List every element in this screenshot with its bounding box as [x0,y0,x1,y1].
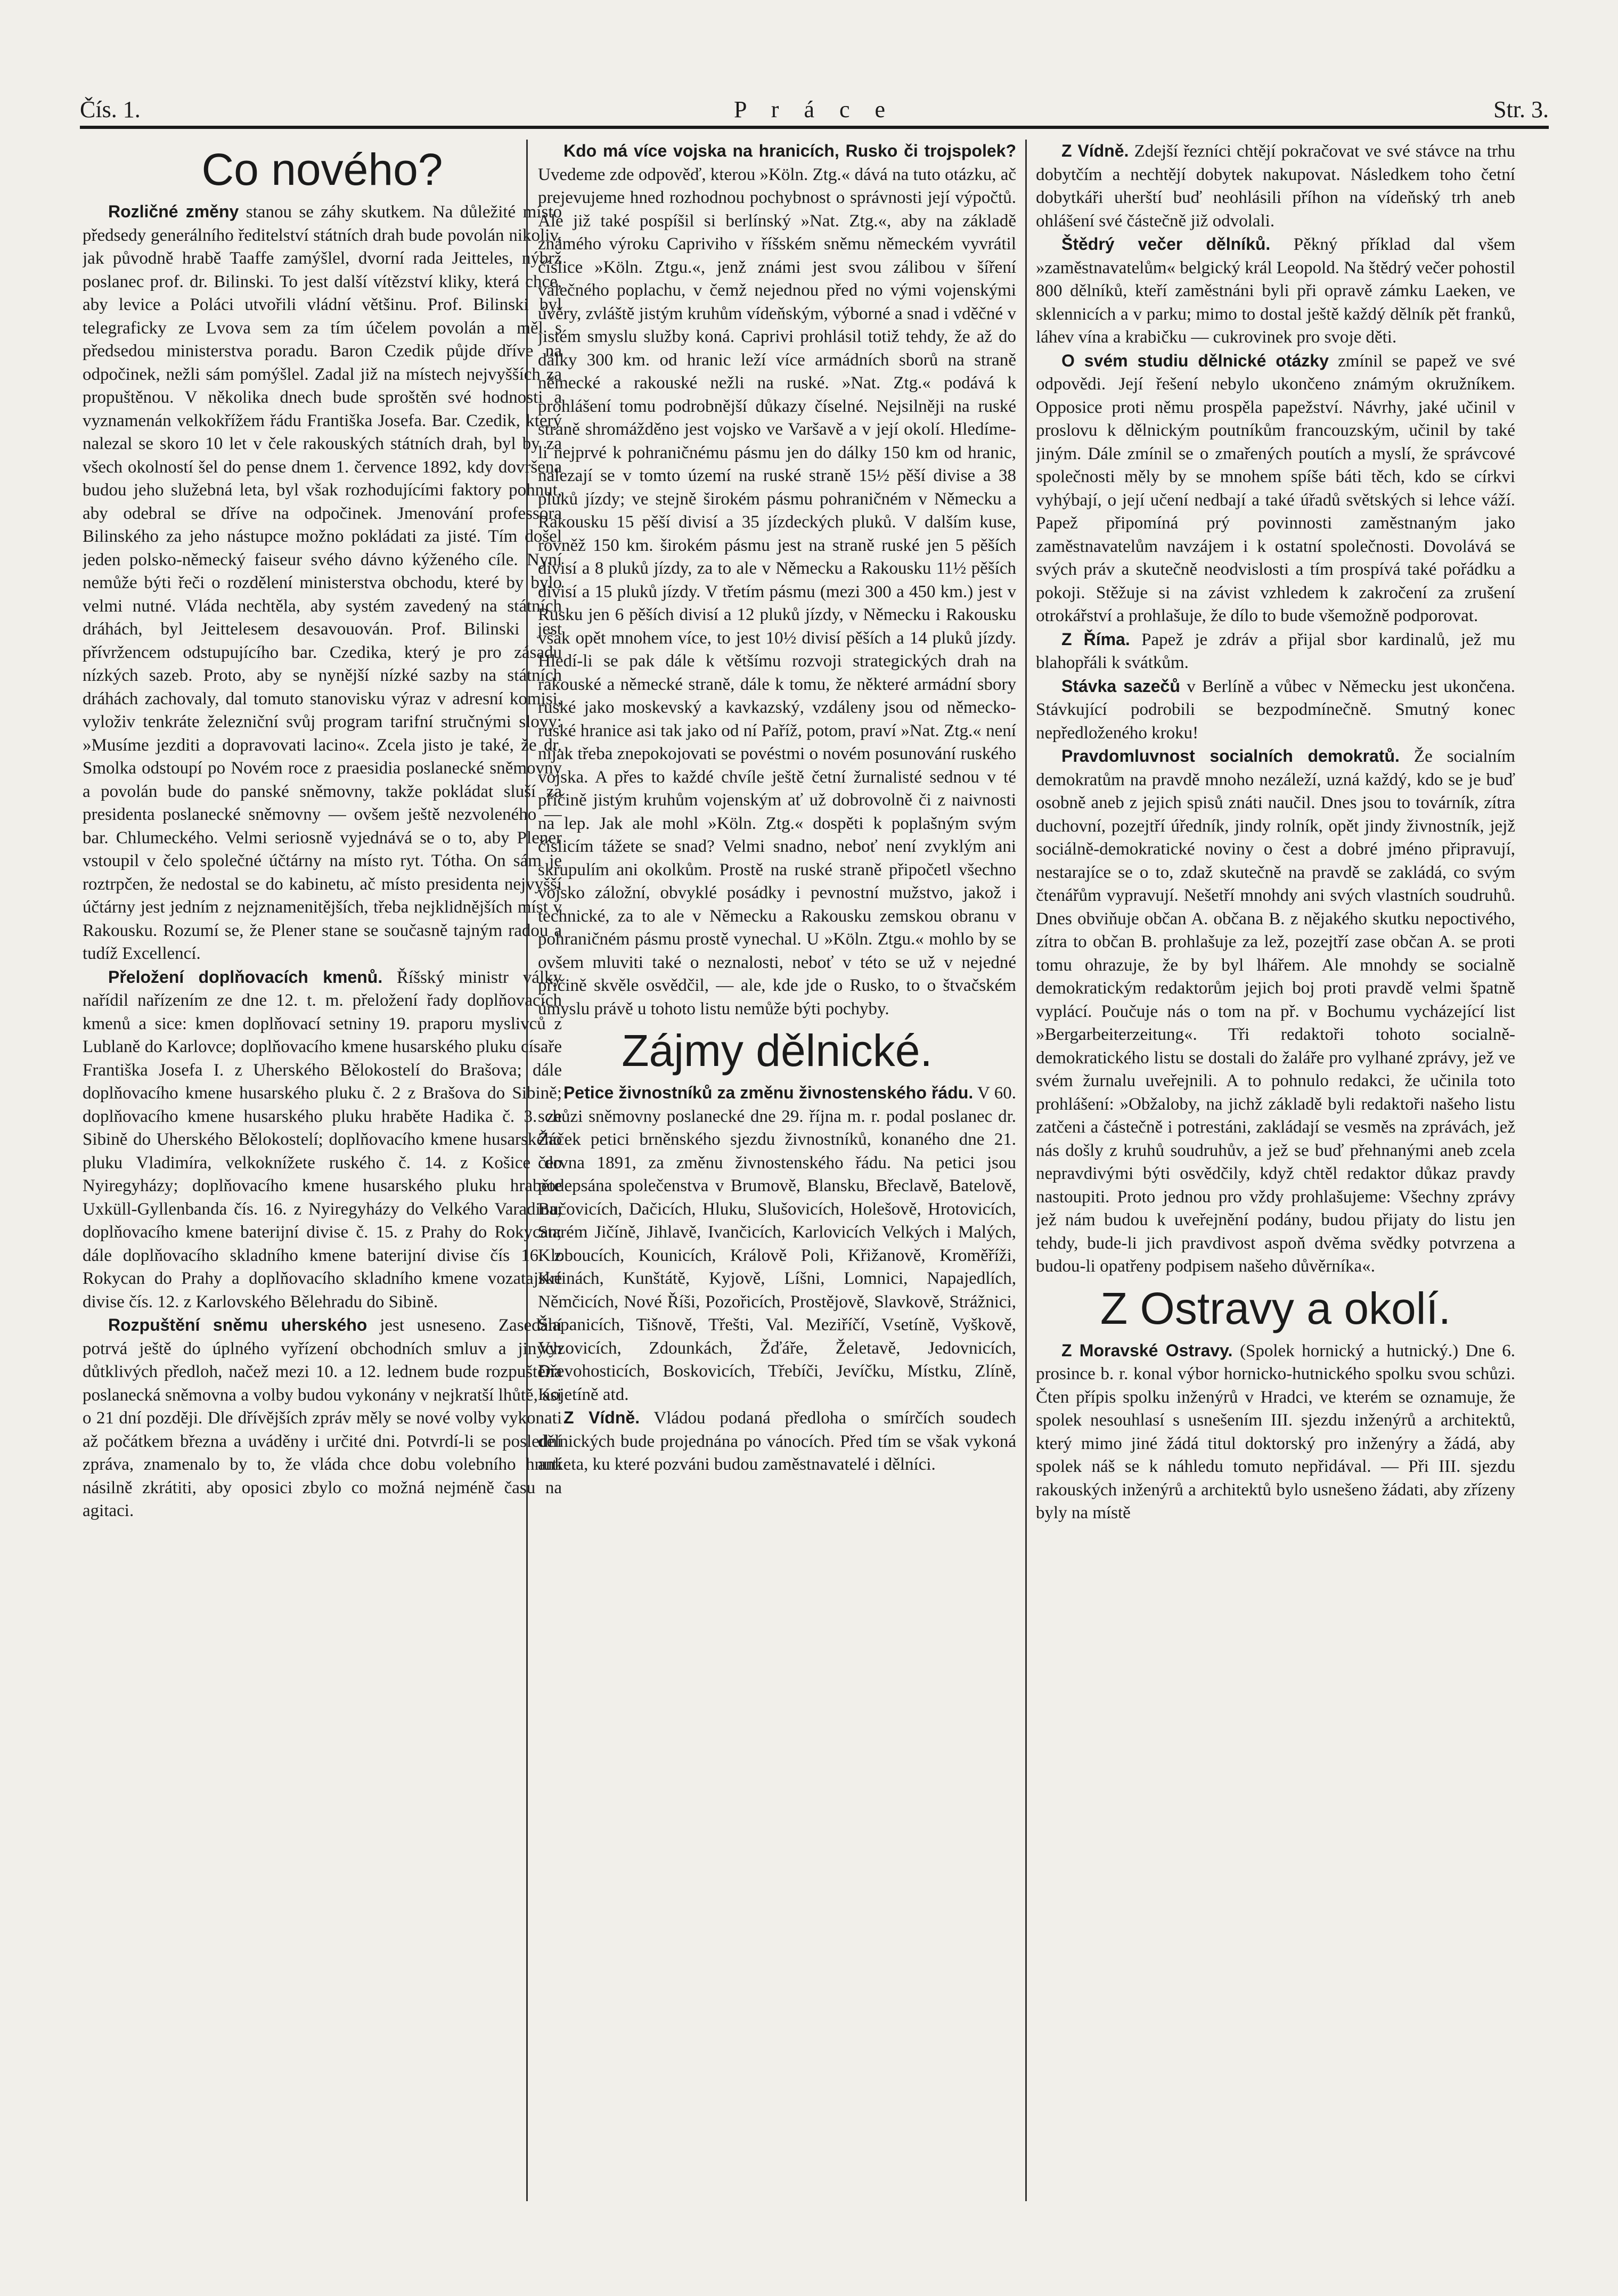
article [1036,628,1515,675]
article-text: stanou se záhy skutkem. Na důležité místo předsedy generálního ředitelství státních drah bude povolán nikoliv, jak původně hrabě Taaffe zamýšlel, dvorní rada Jeitteles, nýbrž poslanec prof. dr. Bilinski. To jest další vítězství kliky, která chce, aby levice a Poláci utvořili vládní většinu. Prof. Bilinski byl telegraficky ze Lvova sem za tím účelem povolán a měl s předsedou ministerstva poradu. Baron Czedik půjde dříve na odpočinek, nežli sám pomýšlel. Zadal již na místech nejvyšších za propuštěnou. V několika dnech bude sproštěn své hodnosti a vyznamenán velkokřížem řádu Františka Josefa. Bar. Czedik, který nalezal se skoro 10 let v čele rakouských státních drah, byl by za všech okolností šel do pense dnem 1. července 1892, kdy dovršena budou jeho služebná leta, byl však rozhodujícími faktory pohnut, aby odebral se dříve na odpočinek. Jmenování professora Bilinského za jeho nástupce možno pokládati za jisté. Tím došel jeden polsko-německý faiseur svého dávno kýženého cíle. Nyní nemůže býti řeči o rozdělení ministerstva obchodu, které by bylo velmi nutné. Vláda nechtěla, aby systém zavedený na státních dráhách, byl Jeittelesem desavouován. Prof. Bilinski jest přívržencem odstupujícího bar. Czedika, který je pro zásadu nízkých sazeb. Proto, aby se nynější nízké sazby na státních dráhách zachovaly, dal tomuto stanovisku výraz v adresní komisi, vyloživ tenkráte železniční svůj program tarifní stručnými slovy: »Musíme jezditi a dopravovati lacino«. Zcela jisto je také, že dr. Smolka odstoupí po Novém roce z praesidia poslanecké sněmovny a povolán bude do panské sněmovny, takže pokládat sluší za presidenta poslanecké sněmovny — ovšem ještě nezvoleného — bar. Chlumeckého. Velmi seriosně vyjednává se o to, aby Plener vstoupil v čelo společné účtárny na místo ryt. Tótha. On sám je roztrpčen, že nedostal se do kabinetu, ač místo presidenta nejvyšší účtárny jest jedním z nejznamenitějších, třeba nejklidnějších míst v Rakousku. Rozumí se, že Plener stane se současně tajným radou a tudíž Excellencí. [83,202,562,963]
article-lead: Z Vídně. [1061,141,1129,160]
article-lead: Pravdomluvnost socialních demokratů. [1061,746,1400,766]
section-title-zajmy-delnicke: Zájmy dělnické. [622,1025,933,1076]
article-lead: Z Moravské Ostravy. [1061,1340,1233,1360]
article-text: Říšský ministr války nařídil nařízením ze dne 12. t. m. přeložení řady doplňovacích kmenů a sice: kmen doplňovací setniny 19. praporu myslivců z Lublaně do Karlovce; doplňovacího kmene husarského pluku císaře Františka Josefa I. z Uherského Bělokostelí do Brašova; dále doplňovacího kmene husarského pluku č. 2 z Brašova do Sibině; doplňovacího kmene husarského pluku hraběte Hadika č. 3. ze Sibině do Uherského Bělokostelí; doplňovacího kmene husarského pluku Vladimíra, velkoknížete ruského č. 14. z Košice do Nyiregyházy; doplňovacího kmene husarského pluku hraběte Uxküll-Gyllenbanda čís. 16. z Nyiregyházy do Velkého Varadina; doplňovacího kmene baterijní divise č. 15. z Prahy do Rokycan; dále doplňovacího skladního kmene baterijní divise čís 16. z Rokycan do Prahy a doplňovacího skladního kmene vozatajské divise čís. 12. z Karlovského Bělehradu do Sibině. [83,967,562,1312]
article [1036,675,1515,745]
article-lead: Rozličné změny [108,202,239,221]
section-title-co-noveho: Co nového? [201,144,443,194]
article-lead: Petice živnostníků za změnu živnostenského řádu. [563,1083,974,1102]
article-lead: Z Vídně. [563,1408,640,1427]
article-text: V 60. schůzi sněmovny poslanecké dne 29. října m. r. podal poslanec dr. Žáček petici brněnského sjezdu živnostníků, konaného dne 21. června 1891, za změnu živnostenského řádu. Na petici jsou podepsána společenstva v Brumově, Blansku, Břeclavě, Batelově, Bučovicích, Dačicích, Hluku, Slušovicích, Holešově, Hrotovicích, Starém Jičíně, Jihlavě, Ivančicích, Karlovicích Velkých i Malých, Kloboucích, Kounicích, Králově Poli, Křižanově, Kroměříži, Krtinách, Kunštátě, Kyjově, Líšni, Lomnici, Napajedlích, Němčicích, Nové Říši, Pozořicích, Prostějově, Slavkově, Strážnici, Šlapanicích, Tišnově, Třešti, Val. Meziříčí, Vsetíně, Vyškově, Vyzovicích, Zdounkách, Žďáře, Želetavě, Jedovnicích, Dřevohosticích, Boskovicích, Třebíči, Jevíčku, Místku, Zlíně, Kojetíně atd. [538,1084,1016,1404]
article [1036,745,1515,1279]
page-number: Str. 3. [1493,96,1549,123]
article [538,140,1016,1021]
article-text: (Spolek hornický a hutnický.) Dne 6. prosince b. r. konal výbor hornicko-hutnického spolku svou schůzi. Čten přípis spolku inženýrů v Hradci, ve kterém se oznamuje, že spolek nesouhlasí s usnešením III. sjezdu inženýrů a architektů, který mimo jiné žádá titul doktorský pro inženýry a žádá, aby spolek náš se k náhledu tomuto nepřidával. — Při III. sjezdu rakouských inženýrů a architektů bylo usnešeno žádati, aby zřízeny byly na místě [1036,1341,1515,1522]
article [1036,140,1515,233]
article-lead: Rozpuštění sněmu uherského [108,1315,367,1334]
article [538,1081,1016,1406]
header-rule [80,126,1549,129]
article-text: Vládou podaná předloha o smírčích soudech dělnických bude projednána po vánocích. Před tím se však vykoná anketa, ku které pozváni budou zaměstnavatelé i dělníci. [538,1408,1016,1474]
column-2 [538,140,1016,2207]
article-text: Uvedeme zde odpověď, kterou »Köln. Ztg.« dává na tuto otázku, ač prejevujeme hned rozhodnou pochybnost o správnosti její výpočtů. Ale již také pospíšil si berlínský »Nat. Ztg.«, aby na základě známého výroku Capriviho v říšském sněmu německém vyvrátil číslice »Köln. Ztgu.«, jenž známi jest svou zálibou v šíření válečného poplachu, v čemž nejednou před no vými vojenskými úvěry, zvláště jistým kruhům vídeňským, výborné a snad i vděčné v jistém smyslu služby koná. Caprivi prohlásil totiž tehdy, že až do dálky 300 km. od hranic leží více armádních sborů na straně německé a rakouské nežli na ruské. »Nat. Ztg.« podává k prohlášení tomu podrobnější důkazy číselné. Nejsilněji na ruské straně shromážděno jest vojsko ve Varšavě a v její okolí. Hledíme-li nejprvé k pohraničnému pásmu jen do dálky 150 km od hranic, nalezají se v tomto území na ruské straně 15½ pěší divise a 38 pluků jízdy; ve stejně širokém pásmu pohraničném v Německu a Rakousku 15 pěší divisí a 35 jízdeckých pluků. V dalším kuse, rovněž 150 km. širokém pásmu jest na straně ruské jen 5 pěších divisí a 8 pluků jízdy, za to ale v Německu a Rakousku 11½ pěších divisí a 15 pluků jízdy. V třetím pásmu (mezi 300 a 450 km.) jest v Rusku jen 6 pěších divisí a 12 pluků jízdy, v Německu i Rakousku však opět mnohem více, to jest 10½ divisí pěších a 14 pluků jízdy. Hledí-li se pak dále k většímu rozvoji strategických drah na rakouské a německé straně, dále k tomu, že některé armádní sbory ruské jako moskevský a kavkazský, vzdáleny jsou od německo-ruské hranice asi tak jako od ní Paříž, potom, praví »Nat. Ztg.« není nijak třeba znepokojovati se povéstmi o novém posunování ruského vojska. A přes to každé chvíle ještě četní žurnalisté sednou v té příčině jistým kruhům vojenským ať už dobrovolně či z naivnosti na lep. Jak ale mohl »Köln. Ztg.« dospěti k poplašným svým číslicím tážete se snad? Velmi snadno, neboť není zvyklým ani skrupulím ani okolkům. Prostě na ruské straně připočetl všechno vojsko záložní, obvyklé posádky i pevnostní mužstvo, jakož i technické, za to ale v Německu a Rakousku zemskou obranu v pohraničném pásmu prostě vynechal. U »Köln. Ztgu.« mohlo by se ovšem mluviti také o neznalosti, neboť v této se už v nejedné příčině skvěle osvědčil, — ale, kde jde o Rusko, to o štvačském úmyslu právě u tohoto listu nemůže býti pochyby. [538,165,1016,1019]
article [538,1406,1016,1477]
article-lead: Kdo má více vojska na hranicích, Rusko či trojspolek? [563,141,1016,160]
column-3 [1036,140,1515,2207]
article-text: v Berlíně a vůbec v Německu jest ukončena. Stávkující podrobili se bezpodmínečně. Smutný konec nepředloženého kroku! [1036,677,1515,743]
article-text: Papež je zdráv a přijal sbor kardinalů, jež mu blahopřáli k svátkům. [1036,630,1515,672]
article [83,966,562,1314]
article-text: Zdejší řezníci chtějí pokračovat ve své stávce na trhu dobytčím a nechtějí dobytek nakupovat. Následkem toho četní dobytkáři uherští buď neohlásili příhon na vídeňský trh aneb ohlášení své částečně již odvolali. [1036,142,1515,231]
article-lead: O svém studiu dělnické otázky [1061,351,1329,370]
article [83,200,562,966]
column-1 [83,140,562,2207]
article-text: zmínil se papež ve své odpovědi. Její řešení nebylo ukončeno známým okružníkem. Opposice proti němu prospěla papežství. Návrhy, jaké učinil v proslovu k dělnickým poutníkům francouzským, učinil by také jiným. Dále zmínil se o zmařených poutích a myslí, že správcové společnosti měly by se mnohem spíše báti těch, kdo se církvi vyhýbají, o její učení nedbají a také úřadů světských si lehce váží. Papež připomíná prý povinnosti zaměstnaným jako zaměstnavatelům navzájem i k ostatní společnosti. Dovolává se svých práv a skutečně neodvislosti a tím prospívá také pořádku a pokoji. Stěžuje si na závist vzhledem k zakročení za zrušení otrokářství a prohlašuje, že dílo to bude všemožně podporovat. [1036,351,1515,625]
article-text: Pěkný příklad dal všem »zaměstnavatelům« belgický král Leopold. Na štědrý večer pohostil 800 dělníků, kteří zaměstnáni byli při opravě zámku Laeken, ve sklennicích a v parku; mimo to dostal ještě každý dělník pět franků, láhev vína a krabičku — cukrovinek pro svoje děti. [1036,235,1515,347]
article [1036,1339,1515,1525]
article-lead: Přeložení doplňovacích kmenů. [108,967,383,987]
article-text: jest usneseno. Zasedání potrvá ještě do úplného vyřízení obchodních smluv a jiných důtklivých předloh, načež mezi 10. a 12. lednem bude rozpuštěna poslanecká sněmovna a volby budou vykonány v nejkratší lhůtě, asi o 21 dní později. Dle dřívějších zpráv měly se nové volby vykonati až počátkem března a uváděny i určité dni. Potvrdí-li se poslední zpráva, znamenalo by to, že vláda chce dobu volebního hnutí násilně zkrátiti, aby oposici zbylo co možná nejméně času na agitaci. [83,1316,562,1520]
page-header [80,96,1549,128]
article-text: Že socialním demokratům na pravdě mnoho nezáleží, uzná každý, kdo se je buď osobně aneb z jejich spisů znáti naučil. Dnes jsou to továrník, zítra duchovní, pozejtří úředník, jindy rolník, opět jindy živnostník, jejž sociálně-demokratické noviny o čest a dobré jméno připravují, nestarajíce se o to, zdaž skutečně na pravdě se zakládá, co svým čtenářům vypravují. Nešetří mnohdy ani svých vlastních soudruhů. Dnes obviňuje občan A. občana B. z nějakého skutku nepoctivého, zítra to občan B. prohlašuje za lež, pozejtří zase občan A. se proti tomu ohrazuje, že by byl lhářem. Ale mnohdy se socialně demokratickým redaktorům jejich boj proti pravdě velmi špatně vyplácí. Poučuje nás o tom na př. v Bochumu vycházející list »Bergarbeiterzeitung«. Tři redaktoři tohoto socialně-demokratického listu se dostali do žaláře pro vylhané zprávy, jež ve svém žurnalu uveřejnili. A to pohnulo redakci, že učinila toto prohlášení: »Obžaloby, na jichž základě byli redaktoři našeho listu zatčeni a částečně i potrestáni, zakládají se vesměs na zprávách, jež nás došly z kruhů soudruhův, a jež se buď přehnanými aneb zcela nepravdivými býti osvědčily, když chtěl redaktor důkaz pravdy nastoupiti. Proto jednou pro vždy prohlašujeme: Všechny zprávy jež nám budou k uveřejnění podány, budou přijaty do listu jen tehdy, bude-li jich pravdivost aspoň dvěma svědky potvrzena a budou-li opatřeny podpisem našeho důvěrníka«. [1036,747,1515,1276]
article-lead: Stávka sazečů [1061,676,1180,696]
issue-number: Čís. 1. [80,96,141,123]
article-lead: Štědrý večer dělníků. [1061,234,1271,254]
newspaper-title: P r á c e [733,96,895,123]
article [1036,349,1515,628]
article-lead: Z Říma. [1061,629,1130,649]
article [83,1314,562,1523]
column-divider-2 [1025,140,1027,2201]
article [1036,233,1515,349]
section-title-z-ostravy: Z Ostravy a okolí. [1100,1283,1451,1333]
